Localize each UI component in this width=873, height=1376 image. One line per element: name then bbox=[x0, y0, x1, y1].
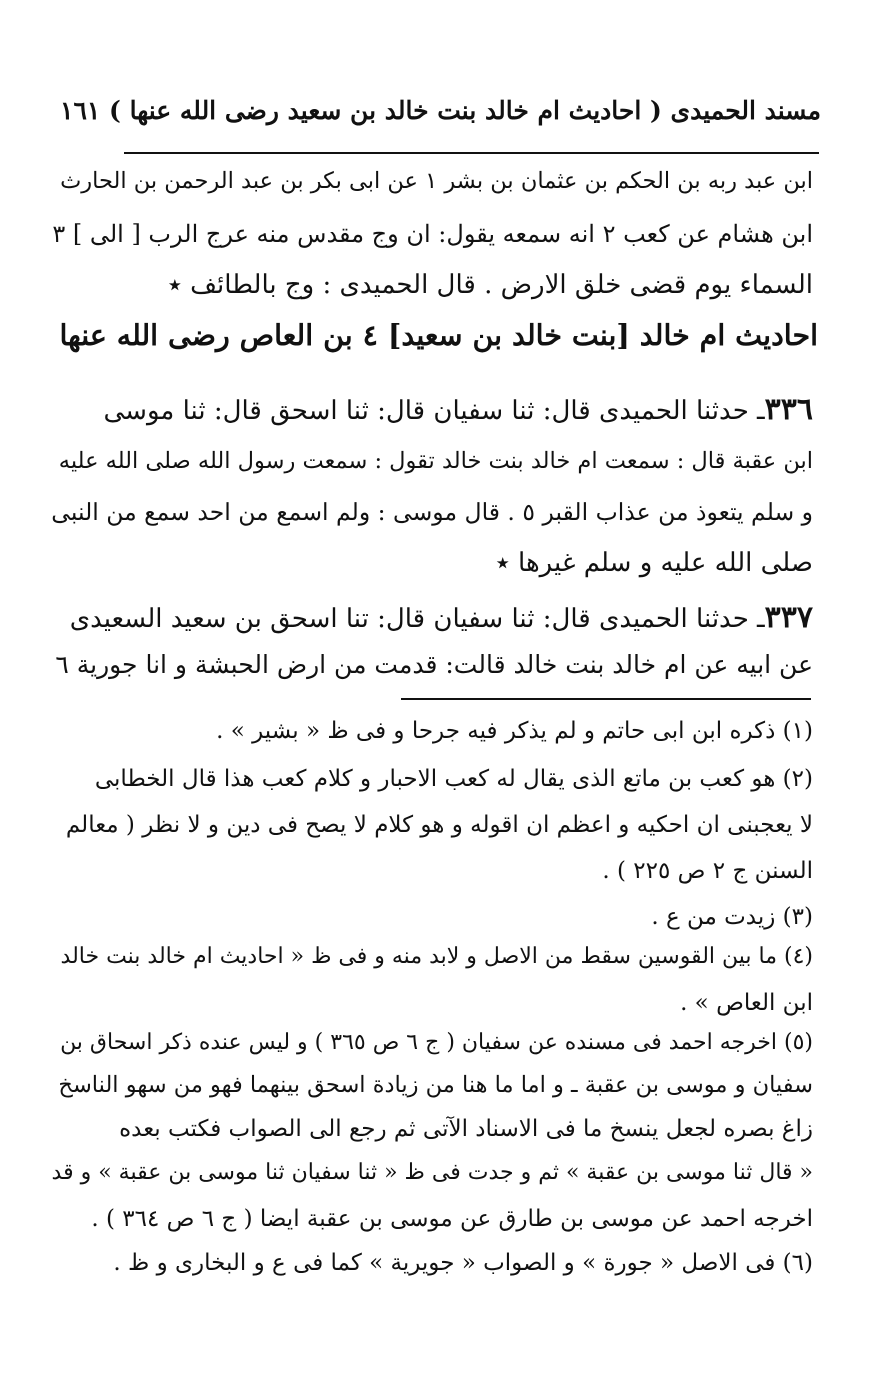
footnote-6: (٦) فى الاصل « جورة » و الصواب « جويرية » كما فى ع و البخارى و ظ . bbox=[113, 1250, 813, 1276]
footnote-1: (١) ذكره ابن ابى حاتم و لم يذكر فيه جرحا و فى ظ « بشير » . bbox=[216, 718, 813, 744]
footnote-5-line-1: (٥) اخرجه احمد فى مسنده عن سفيان ( ج ٦ ص ٣٦٥ ) و ليس عنده ذكر اسحاق بن bbox=[60, 1030, 813, 1055]
footnote-2-line-1: (٢) هو كعب بن ماتع الذى يقال له كعب الاحبار و كلام كعب هذا قال الخطابى bbox=[94, 766, 813, 792]
footnote-4-line-2: ابن العاص » . bbox=[680, 990, 813, 1016]
hadith-336-line-4: صلى الله عليه و سلم غيرها ٭ bbox=[495, 548, 813, 578]
footnote-5-line-3: زاغ بصره لجعل ينسخ ما فى الاسناد الآتى ثم رجع الى الصواب فكتب بعده bbox=[119, 1116, 813, 1142]
hadith-336-line-1 bbox=[103, 392, 813, 427]
footnote-2-line-3: السنن ج ٢ ص ٢٢٥ ) . bbox=[602, 858, 813, 884]
hadith-337-line-1 bbox=[70, 600, 813, 635]
hadith-336-number: ٣٣٦ bbox=[764, 392, 813, 427]
header-rule bbox=[124, 152, 819, 154]
footnote-5-line-5: اخرجه احمد عن موسى بن طارق عن موسى بن عقبة ايضا ( ج ٦ ص ٣٦٤ ) . bbox=[91, 1206, 813, 1232]
footnote-2-line-2: لا يعجبنى ان احكيه و اعظم ان اقوله و هو كلام لا يصح فى دين و لا نظر ( معالم bbox=[65, 812, 813, 838]
hadith-336-line-3: و سلم يتعوذ من عذاب القبر ٥ . قال موسى : ولم اسمع من احد سمع من النبى bbox=[51, 498, 813, 526]
hadith-336-line-1-text: ـ حدثنا الحميدى قال: ثنا سفيان قال: ثنا اسحق قال: ثنا موسى bbox=[103, 396, 765, 426]
footnote-3: (٣) زيدت من ع . bbox=[651, 904, 813, 930]
intro-line-2: ابن هشام عن كعب ٢ انه سمعه يقول: ان وج مقدس منه عرج الرب [ الى ] ٣ bbox=[52, 220, 813, 248]
hadith-337-line-1-text: ـ حدثنا الحميدى قال: ثنا سفيان قال: تنا اسحق بن سعيد السعيدى bbox=[69, 604, 765, 634]
footnote-rule bbox=[401, 698, 811, 700]
footnote-4-line-1: (٤) ما بين القوسين سقط من الاصل و لابد منه و فى ظ « احاديث ام خالد بنت خالد bbox=[60, 944, 813, 969]
running-header: مسند الحميدى ( احاديث ام خالد بنت خالد بن سعيد رضى الله عنها ) ١٦١ bbox=[60, 96, 821, 125]
footnote-5-line-4: « قال ثنا موسى بن عقبة » ثم و جدت فى ظ « ثنا سفيان ثنا موسى بن عقبة » و قد bbox=[51, 1160, 813, 1185]
intro-line-1: ابن عبد ربه بن الحكم بن عثمان بن بشر ١ عن ابى بكر بن عبد الرحمن بن الحارث bbox=[60, 168, 813, 194]
intro-line-3: السماء يوم قضى خلق الارض . قال الحميدى : وج بالطائف ٭ bbox=[167, 270, 813, 300]
hadith-337-number: ٣٣٧ bbox=[764, 600, 813, 635]
footnote-5-line-2: سفيان و موسى بن عقبة ـ و اما ما هنا من زيادة اسحق بينهما فهو من سهو الناسخ bbox=[58, 1072, 813, 1098]
section-title: احاديث ام خالد [بنت خالد بن سعيد] ٤ بن العاص رضى الله عنها bbox=[59, 318, 818, 352]
hadith-337-line-2: عن ابيه عن ام خالد بنت خالد قالت: قدمت من ارض الحبشة و انا جورية ٦ bbox=[55, 650, 813, 679]
hadith-336-line-2: ابن عقبة قال : سمعت ام خالد بنت خالد تقول : سمعت رسول الله صلى الله عليه bbox=[58, 448, 813, 474]
